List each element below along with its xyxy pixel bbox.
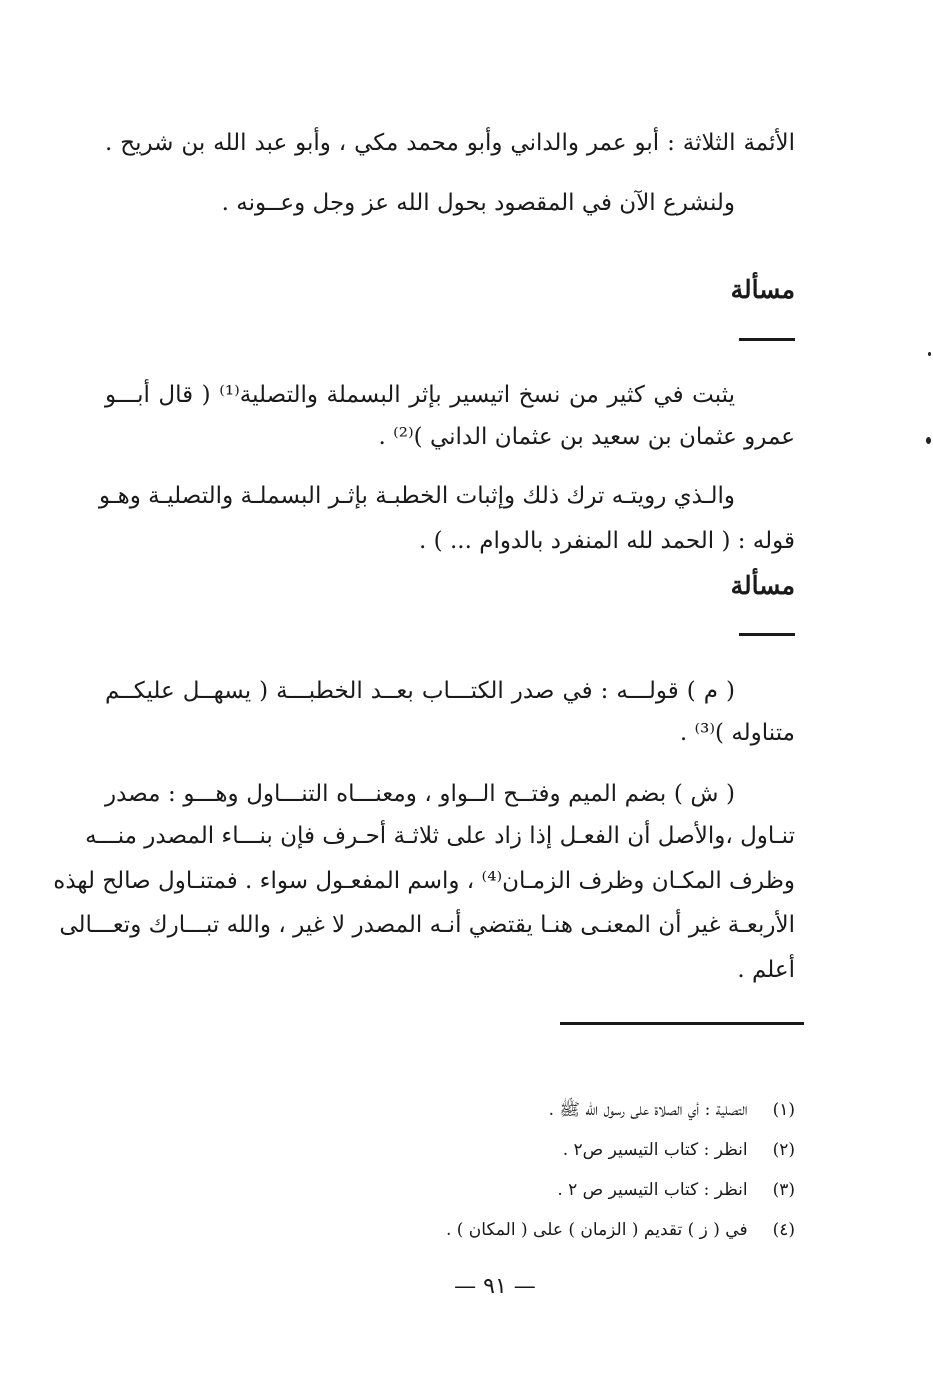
footnote-text: انظر : كتاب التيسير ص ٢ .: [557, 1180, 748, 1200]
text-line: تنـاول ،والأصل أن الفعـل إذا زاد على ثلاثـة أحـرف فإن بنـــاء المصدر منـــه: [85, 823, 795, 849]
footnote: [557, 1182, 795, 1199]
text-line: والـذي رويتـه ترك ذلك وإثبات الخطبـة بإثـر البسملـة والتصليـة وهـو: [99, 483, 735, 509]
heading-underline: [739, 338, 795, 341]
footnote-number: (٤): [772, 1220, 795, 1240]
text-line: أعلم .: [737, 957, 795, 983]
footnote: [563, 1142, 795, 1159]
text-line: وظرف المكـان وظرف الزمـان⁽⁴⁾ ، واسم المفعـول سواء . فمتنـاول صالح لهذه: [53, 868, 795, 894]
footnote: [549, 1102, 795, 1119]
footnote-separator: [560, 1022, 804, 1025]
section-heading: مسألة: [730, 275, 795, 304]
footnote-text: في ( ز ) تقديم ( الزمان ) على ( المكان ) .: [445, 1220, 748, 1240]
page-number: — ٩١ —: [454, 1274, 536, 1299]
footnote-number: (١): [772, 1100, 795, 1120]
text-line: ولنشرع الآن في المقصود بحول الله عز وجل وعــونه .: [221, 190, 735, 216]
heading-underline: [739, 633, 795, 636]
scan-speck: [928, 352, 931, 356]
text-line: قوله : ( الحمد لله المنفرد بالدوام ... ) .: [419, 528, 795, 554]
text-line: الأربعـة غير أن المعنـى هنـا يقتضي أنـه المصدر لا غير ، والله تبـــارك وتعـــالى: [59, 912, 795, 938]
footnote-number: (٣): [772, 1180, 795, 1200]
text-line: يثبت في كثير من نسخ اتيسير بإثر البسملة والتصلية⁽¹⁾ ( قال أبـــو: [105, 382, 735, 408]
footnote-text: التصلية : أي الصلاة على رسول الله ﷺ .: [548, 1100, 748, 1120]
text-line: متناوله )⁽³⁾ .: [679, 720, 795, 746]
footnote: [446, 1222, 795, 1239]
footnote-text: انظر : كتاب التيسير ص٢ .: [562, 1140, 748, 1160]
scan-speck: [926, 437, 931, 444]
text-line: الأئمة الثلاثة : أبو عمر والداني وأبو محمد مكي ، وأبو عبد الله بن شريح .: [105, 130, 795, 156]
text-line: ( م ) قولـــه : في صدر الكتـــاب بعــد الخطبـــة ( يسهــل عليكــم: [105, 678, 735, 704]
section-heading: مسألة: [730, 571, 795, 600]
text-line: عمرو عثمان بن سعيد بن عثمان الداني )⁽²⁾ .: [378, 424, 795, 450]
text-line: ( ش ) بضم الميم وفتــح الــواو ، ومعنـــاه التنـــاول وهـــو : مصدر: [105, 781, 735, 807]
footnote-number: (٢): [772, 1140, 795, 1160]
